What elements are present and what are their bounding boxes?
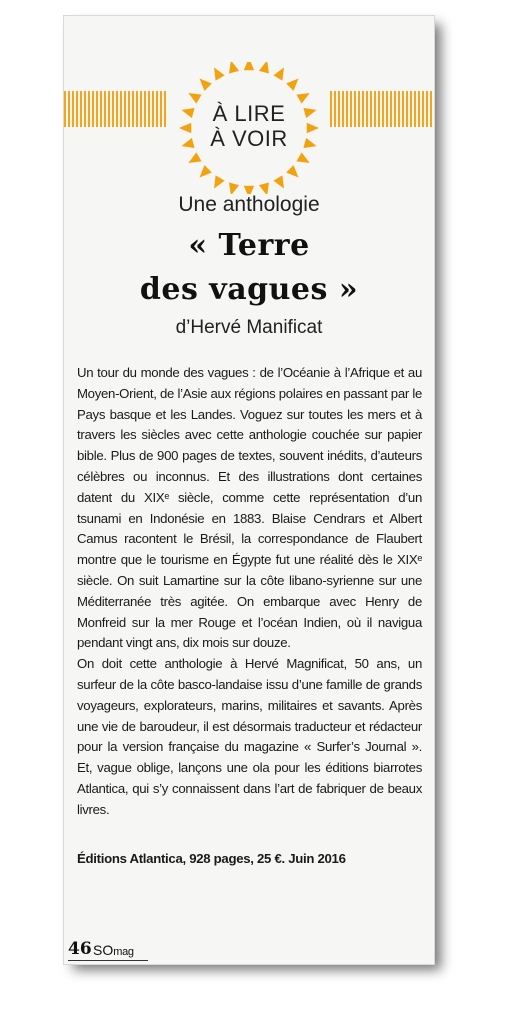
page-number: 46 (68, 939, 92, 959)
article-byline: d’Hervé Manificat (175, 317, 323, 338)
article-paragraph: Un tour du monde des vagues : de l’Océanie à l’Afrique et au Moyen-Orient, de l’Asie aux régions polaires en passant par le Pays basque et les Landes. Voguez sur toutes les mers et à travers les siècles avec cette anthologie couchée sur papier bible. Plus de 900 pages de textes, souvent inédits, d’auteurs célèbres ou inconnus. Et des illustrations dont certaines datent du XIXᵉ siècle, comme cette représentation d’un tsunami en Indonésie en 1883. Blaise Cendrars et Albert Camus racontent le Brésil, la correspondance de Flaubert montre que le tourisme en Égypte fut une réalité dès le XIXᵉ siècle. On suit Lamartine sur la côte libano-syrienne sur une Méditerranée très agitée. On embarque avec Henry de Monfreid sur la mer Rouge et l’océan Indien, où il navigua pendant vingt ans, dix mois sur douze. (77, 365, 422, 651)
article-paragraph: On doit cette anthologie à Hervé Magnificat, 50 ans, un surfeur de la côte basco-landaise issu d’une famille de grands voyageurs, explorateurs, marins, militaires et savants. Après une vie de baroudeur, il est désormais traducteur et rédacteur pour la version française du magazine « Surfer’s Journal ». Et, vague oblige, lançons une ola pour les éditions biarrotes Atlantica, qui s’y connaissent dans l’art de fabriquer de beaux livres. (77, 656, 422, 817)
page-footer (68, 939, 268, 963)
article-title-line2: des vagues » (139, 272, 359, 307)
magazine-name (93, 942, 134, 958)
section-band-left (64, 91, 168, 127)
section-label-line1: À LIRE (212, 101, 286, 126)
magazine-clipping (64, 16, 434, 964)
section-sun-badge (168, 62, 330, 194)
section-band-right (330, 91, 434, 127)
article-credits: Éditions Atlantica, 928 pages, 25 €. Juin 2016 (77, 851, 346, 866)
footer-rule (68, 960, 148, 961)
magazine-name-prefix: SO (93, 942, 114, 958)
article-body (77, 363, 422, 821)
magazine-name-suffix: mag (113, 946, 134, 958)
section-label-line2: À VOIR (210, 126, 288, 151)
article-title-line1: « Terre (188, 228, 310, 263)
article-kicker: Une anthologie (178, 193, 320, 216)
